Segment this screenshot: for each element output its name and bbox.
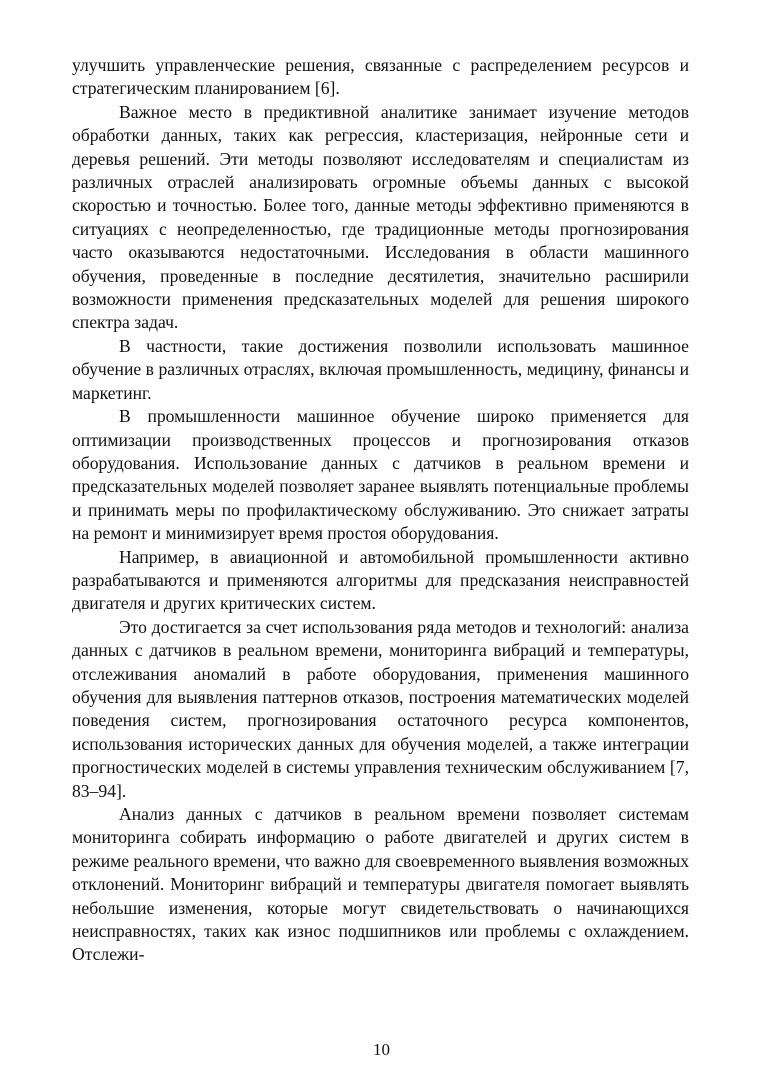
paragraph-aviation: Например, в авиационной и автомобильной промышленности активно разрабатываются и применяются алгоритмы для предсказания неисправностей двигателя и других критических систем. [72,546,689,614]
paragraph-sensor-analysis: Анализ данных с датчиков в реальном времени позволяет системам мониторинга собирать информацию о работе двигателей и других систем в режиме реального времени, что важно для своевременного выявления возможных отклонений. Мониторинг вибраций и температуры двигателя помогает выявлять небольшие изменения, которые могут свидетельствовать о начинающихся неисправностях, таких как износ подшипников или проблемы с охлаждением. Отслежи- [72,804,689,965]
paragraph-predictive-methods: Важное место в предиктивной аналитике занимает изучение методов обработки данных, таких как регрессия, кластеризация, нейронные сети и деревья решений. Эти методы позволяют исследователям и специалистам из различных отраслей анализировать огромные объемы данных с высокой скоростью и точностью. Более того, данные методы эффективно применяются в ситуациях с неопределенностью, где традиционные методы прогнозирования часто оказываются недостаточными. Исследования в области машинного обучения, проведенные в последние десятилетия, значительно расширили возможности применения предсказательных моделей для решения широкого спектра задач. [72,101,689,333]
paragraph-applications: В частности, такие достижения позволили использовать машинное обучение в различных отраслях, включая промышленность, медицину, финансы и маркетинг. [72,335,689,403]
paragraph-industry: В промышленности машинное обучение широко применяется для оптимизации производственных процессов и прогнозирования отказов оборудования. Использование данных с датчиков в реальном времени и предсказательных моделей позволяет заранее выявлять потенциальные проблемы и принимать меры по профилактическому обслуживанию. Это снижает затраты на ремонт и минимизирует время простоя оборудования. [72,406,689,544]
paragraph-continuation: улучшить управленческие решения, связанные с распределением ресурсов и стратегическим планированием [6]. [72,55,689,99]
page-body [72,54,689,967]
page-number: 10 [373,1040,390,1059]
paragraph-methods-list: Это достигается за счет использования ряда методов и технологий: анализа данных с датчиков в реальном времени, мониторинга вибраций и температуры, отслеживания аномалий в работе оборудования, применения машинного обучения для выявления паттернов отказов, построения математических моделей поведения систем, прогнозирования остаточного ресурса компонентов, использования исторических данных для обучения моделей, а также интеграции прогностических моделей в системы управления техническим обслуживанием [7, 83–94]. [72,616,689,801]
